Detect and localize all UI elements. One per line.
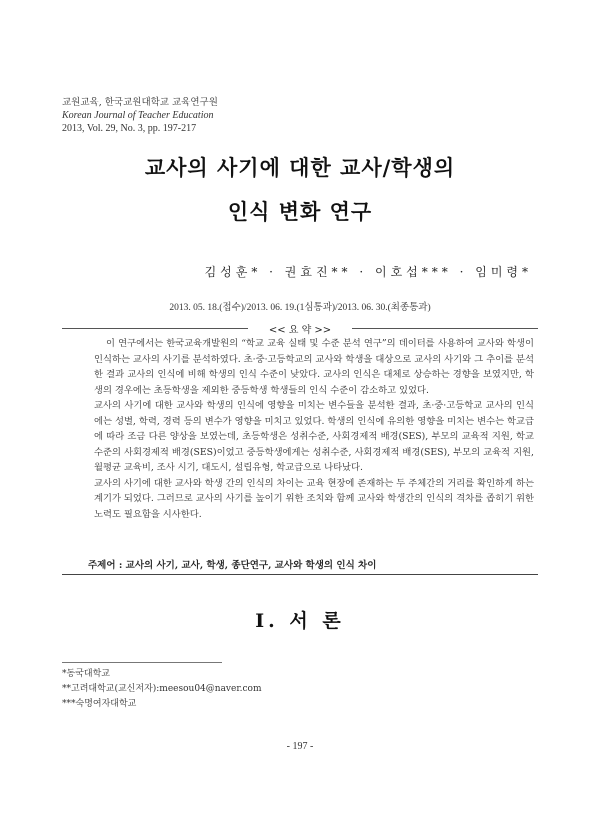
footnote-3: ***숙명여자대학교 bbox=[62, 699, 137, 709]
abstract-paragraph-1: 이 연구에서는 한국교육개발원의 “학교 교육 실태 및 수준 분석 연구”의 데이터를 사용하여 교사와 학생이 인식하는 교사의 사기를 분석하였다. 초·중·고등학교의 교사와 학생을 대상으로 교사의 사기와 그 추이를 분석한 결과 교사의 인식에 비해 학생의 인식 수준이 낮았다. 교사의 인식은 대체로 상승하는 경향을 보였지만, 학생의 경우에는 초등학생을 제외한 중등학생 학생들의 인식 수준이 감소하고 있었다. bbox=[94, 338, 534, 396]
journal-volume: 2013, Vol. 29, No. 3, pp. 197-217 bbox=[62, 123, 197, 134]
abstract-heading bbox=[62, 321, 538, 335]
author-list: 김성훈* · 권효진** · 이호섭*** · 임미령* bbox=[204, 265, 532, 279]
journal-name-en: Korean Journal of Teacher Education bbox=[62, 110, 214, 121]
abstract-body bbox=[94, 336, 534, 522]
submission-dates: 2013. 05. 18.(접수)/2013. 06. 19.(1심통과)/2013. 06. 30.(최종통과) bbox=[169, 303, 431, 313]
abstract-rule-right bbox=[352, 328, 538, 329]
footnote-1: *동국대학교 bbox=[62, 669, 110, 679]
journal-name-ko: 교원교육, 한국교원대학교 교육연구원 bbox=[62, 97, 218, 108]
paper-title-line1: 교사의 사기에 대한 교사/학생의 bbox=[144, 155, 456, 180]
paper-title-line2: 인식 변화 연구 bbox=[227, 199, 373, 224]
abstract-label: << 요 약 >> bbox=[268, 325, 332, 336]
keywords: 주제어 : 교사의 사기, 교사, 학생, 종단연구, 교사와 학생의 인식 차이 bbox=[88, 560, 377, 571]
keywords-rule bbox=[62, 574, 538, 575]
footnotes bbox=[62, 667, 262, 712]
journal-header bbox=[62, 96, 218, 135]
abstract-paragraph-2: 교사의 사기에 대한 교사와 학생의 인식에 영향을 미치는 변수들을 분석한 결과, 초·중·고등학교 교사의 인식에는 성별, 학력, 경력 등의 변수가 영향을 미치고 있었다. 학생의 인식에 유의한 영향을 미치는 변수는 학교급에 따라 조금 다른 양상을 보였는데, 초등학생은 성취수준, 사회경제적 배경(SES), 부모의 교육적 지원, 학교수준의 사회경제적 배경(SES)이었고 중등학생에게는 성취수준, 사회경제적 배경(SES), 부모의 교육적 지원, 월평균 교육비, 조사 시기, 대도시, 설립유형, 학교급으로 나타났다. bbox=[94, 400, 534, 473]
footnote-rule bbox=[62, 662, 222, 663]
abstract-paragraph-3: 교사의 사기에 대한 교사와 학생 간의 인식의 차이는 교육 현장에 존재하는 두 주체간의 거리를 확인하게 하는 계기가 되었다. 그러므로 교사의 사기를 높이기 위한 조치와 함께 교사와 학생간의 인식의 격차를 좁히기 위한 노력도 필요함을 시사한다. bbox=[94, 477, 534, 520]
footnote-2: **고려대학교(교신저자):meesou04@naver.com bbox=[62, 684, 262, 694]
section-heading: Ⅰ. 서 론 bbox=[255, 610, 345, 632]
page-number: - 197 - bbox=[286, 741, 314, 752]
